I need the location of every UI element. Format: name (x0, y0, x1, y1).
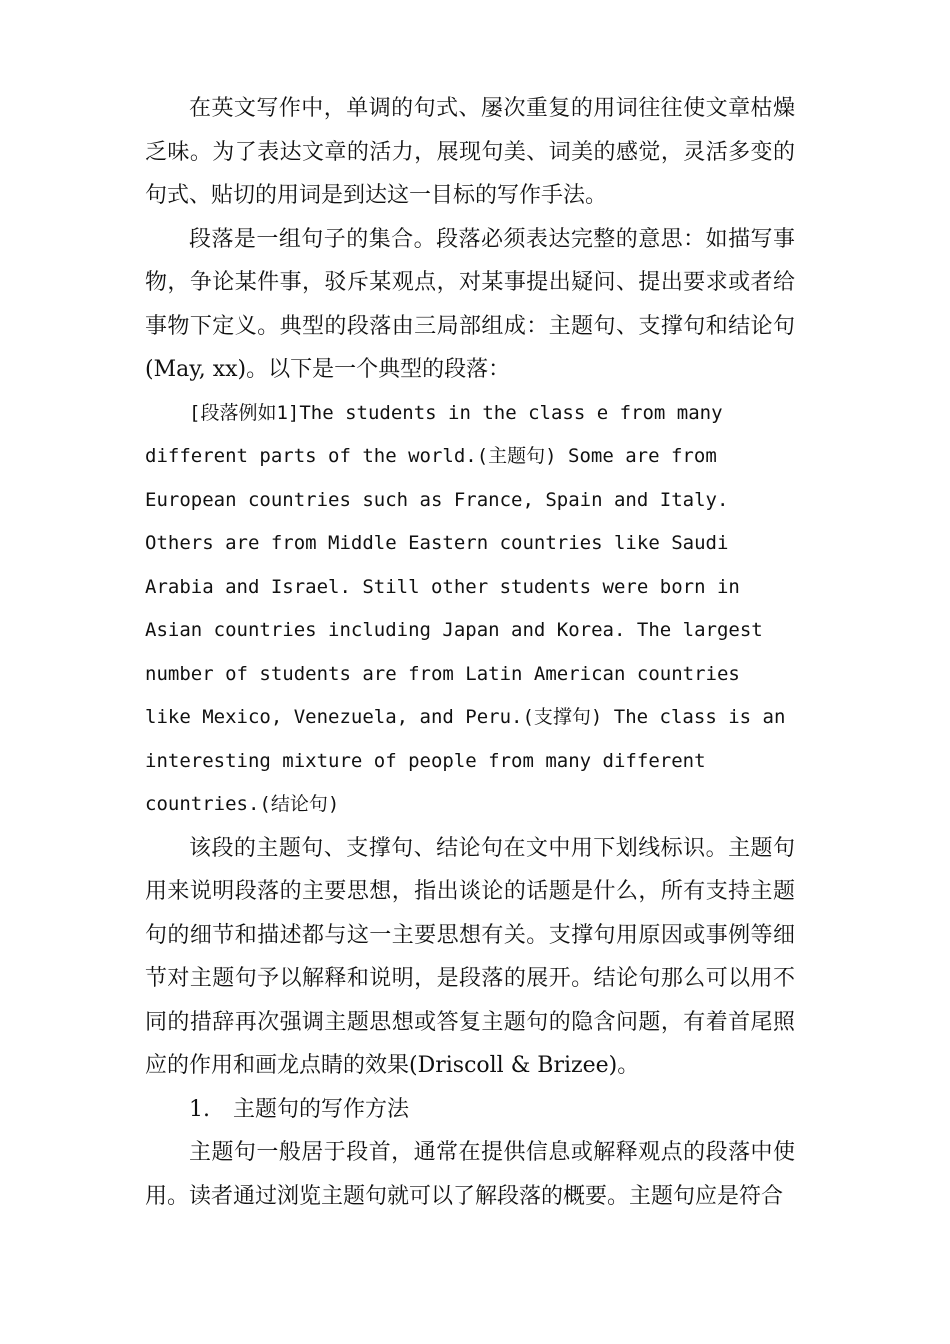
document-body (145, 87, 795, 1218)
topic-sentence-paragraph: 主题句一般居于段首，通常在提供信息或解释观点的段落中使用。读者通过浏览主题句就可以了解段落的概要。主题句应是符合 (145, 1140, 795, 1209)
section-title: 主题句的写作方法 (233, 1096, 410, 1122)
paragraph-explanation: 该段的主题句、支撑句、结论句在文中用下划线标识。主题句用来说明段落的主要思想，指出谈论的话题是什么，所有支持主题句的细节和描述都与这一主要思想有关。支撑句用原因或事例等细节对主题句予以解释和说明，是段落的展开。结论句那么可以用不同的措辞再次强调主题思想或答复主题句的隐含问题，有着首尾照应的作用和画龙点睛的效果(Driscoll & Brizee)。 (145, 835, 795, 1078)
section-number: 1. (189, 1096, 210, 1122)
example-paragraph: [段落例如1]The students in the class e from many different parts of the world.(主题句) Some are from European countries such as France, Spain and Italy. Others are from Middle Eastern countries like Saudi Arabia and Israel. Still other students were born in Asian countries including Japan and Korea. The largest number of students are from Latin American countries like Mexico, Venezuela, and Peru.(支撑句) The class is an interesting mixture of people from many different countries.(结论句) (145, 401, 786, 815)
paragraph-definition: 段落是一组句子的集合。段落必须表达完整的意思：如描写事物，争论某件事，驳斥某观点，对某事提出疑问、提出要求或者给事物下定义。典型的段落由三局部组成：主题句、支撑句和结论句(May, xx)。以下是一个典型的段落： (145, 226, 795, 382)
section-heading (145, 1088, 795, 1132)
intro-paragraph: 在英文写作中，单调的句式、屡次重复的用词往往使文章枯燥乏味。为了表达文章的活力，展现句美、词美的感觉，灵活多变的句式、贴切的用词是到达这一目标的写作手法。 (145, 96, 795, 208)
